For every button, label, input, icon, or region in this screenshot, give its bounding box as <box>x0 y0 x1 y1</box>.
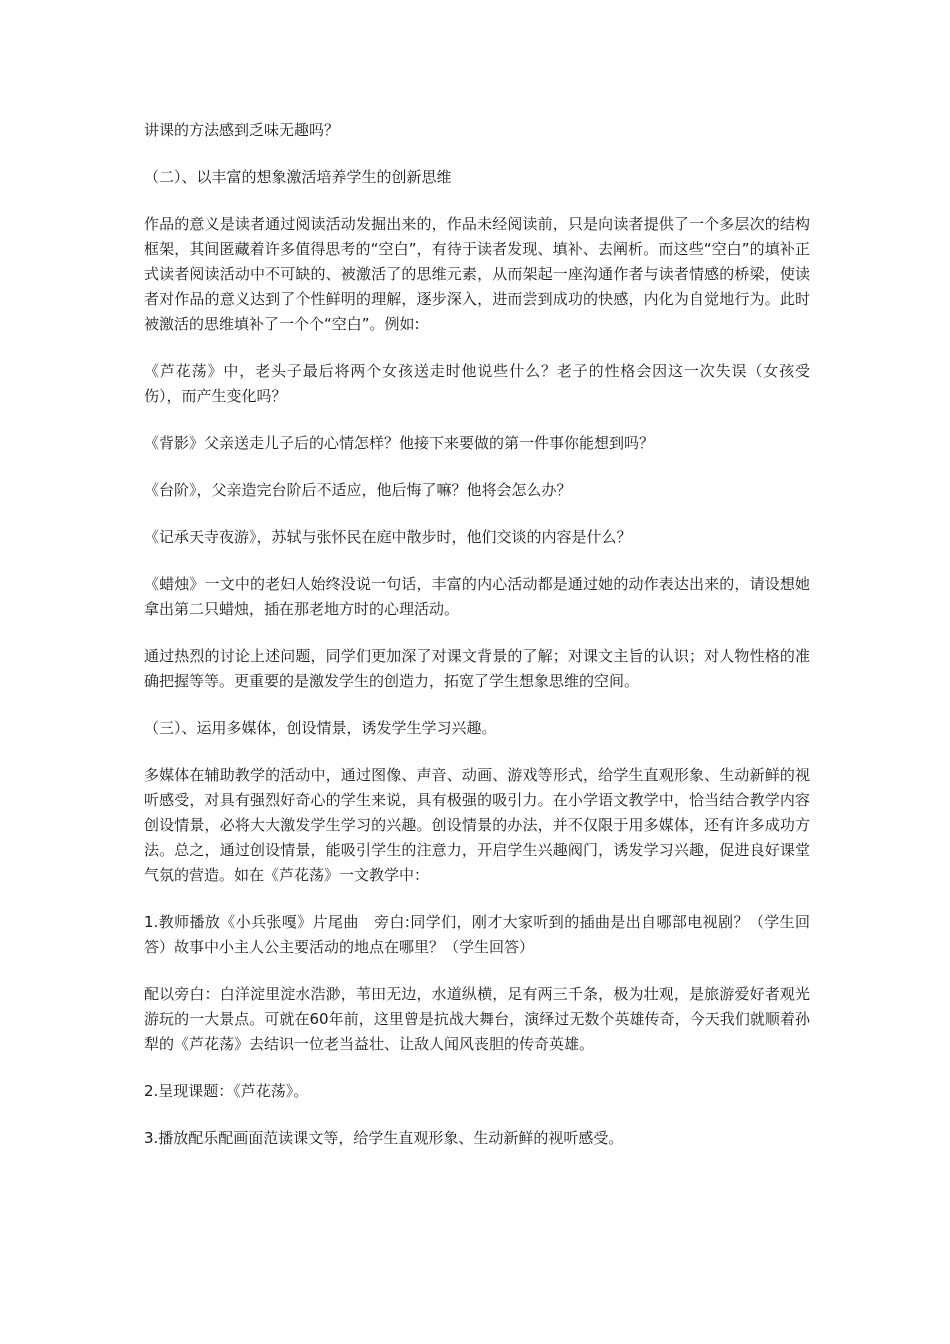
paragraph-example-beiying: 《背影》父亲送走儿子后的心情怎样？他接下来要做的第一件事你能想到吗？ <box>144 434 655 452</box>
document-body <box>144 118 810 1173</box>
paragraph-example-chengtiansi: 《记承天寺夜游》，苏轼与张怀民在庭中散步时，他们交谈的内容是什么？ <box>144 528 632 546</box>
paragraph-step-1: 1.教师播放《小兵张嘎》片尾曲 旁白:同学们，刚才大家听到的插曲是出自哪部电视剧？（学生回答）故事中小主人公主要活动的地点在哪里？（学生回答） <box>144 913 810 956</box>
paragraph-example-lazhu: 《蜡烛》一文中的老妇人始终没说一句话，丰富的内心活动都是通过她的动作表达出来的，请设想她拿出第二只蜡烛，插在那老地方时的心理活动。 <box>144 575 810 618</box>
paragraph-multimedia: 多媒体在辅助教学的活动中，通过图像、声音、动画、游戏等形式，给学生直观形象、生动新鲜的视听感受，对具有强烈好奇心的学生来说，具有极强的吸引力。在小学语文教学中，恰当结合教学内容创设情景，必将大大激发学生学习的兴趣。创设情景的办法，并不仅限于用多媒体，还有许多成功方法。总之，通过创设情景，能吸引学生的注意力，开启学生兴趣阀门，诱发学习兴趣，促进良好课堂气氛的营造。如在《芦花荡》一文教学中： <box>144 766 810 884</box>
paragraph-step-3: 3.播放配乐配画面范读课文等，给学生直观形象、生动新鲜的视听感受。 <box>144 1129 624 1147</box>
paragraph-example-luhuadang: 《芦花荡》中，老头子最后将两个女孩送走时他说些什么？老子的性格会因这一次失误（女孩受伤），而产生变化吗？ <box>144 362 810 405</box>
paragraph-narration: 配以旁白：白洋淀里淀水浩渺，苇田无边，水道纵横，足有两三千条，极为壮观，是旅游爱好者观光游玩的一大景点。可就在60年前，这里曾是抗战大舞台，演绎过无数个英雄传奇，今天我们就顺着孙犁的《芦花荡》去结识一位老当益壮、让敌人闻风丧胆的传奇英雄。 <box>144 985 810 1053</box>
paragraph-step-2: 2.呈现课题：《芦花荡》。 <box>144 1082 309 1100</box>
section-heading-2: （二）、以丰富的想象激活培养学生的创新思维 <box>144 168 452 186</box>
paragraph-reading-meaning: 作品的意义是读者通过阅读活动发掘出来的，作品未经阅读前，只是向读者提供了一个多层次的结构框架，其间匿藏着许多值得思考的“空白”，有待于读者发现、填补、去阐析。而这些“空白”的填补正式读者阅读活动中不可缺的、被激活了的思维元素，从而架起一座沟通作者与读者情感的桥梁，使读者对作品的意义达到了个性鲜明的理解，逐步深入，进而尝到成功的快感，内化为自觉地行为。此时被激活的思维填补了一个个“空白”。例如: <box>144 215 810 333</box>
section-heading-3: （三）、运用多媒体，创设情景，诱发学生学习兴趣。 <box>144 719 497 737</box>
paragraph-discussion-summary: 通过热烈的讨论上述问题，同学们更加深了对课文背景的了解；对课文主旨的认识；对人物性格的准确把握等等。更重要的是激发学生的创造力，拓宽了学生想象思维的空间。 <box>144 647 810 690</box>
paragraph-example-taijie: 《台阶》，父亲造完台阶后不适应，他后悔了嘛？他将会怎么办？ <box>144 481 572 499</box>
paragraph-continuation: 讲课的方法感到乏味无趣吗？ <box>144 121 340 139</box>
